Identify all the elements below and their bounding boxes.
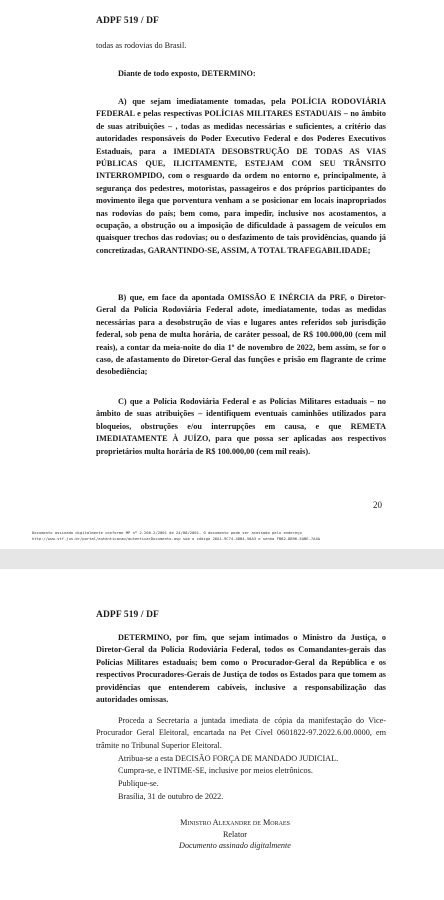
page-gap <box>0 549 444 569</box>
proceda-paragraph: Proceda a Secretaria a juntada imediata de cópia da manifestação do Vice-Procurador Geral Eleitoral, encartada na Pet Cível 0601822-97.2022.6.00.0000, em trâmite no Tribunal Superior Eleitoral. <box>96 716 386 750</box>
signature-note: Documento assinado digitalmente <box>179 841 291 850</box>
page-number: 20 <box>373 500 382 510</box>
signature-footer-line-1: Documento assinado digitalmente conforme MP nº 2.200-2/2001 de 24/08/2001. O documento pode ser acessado pelo endereço <box>32 530 302 535</box>
determino-paragraph: DETERMINO, por fim, que sejam intimados o Ministro da Justiça, o Diretor-Geral da Polícia Rodoviária Federal, todos os Comandantes-gerais das Polícias Militares estaduais; bem como o Procurador-Geral da República e os respectivos Procuradores-Gerais de Justiça de todos os Estados para que tomem as providências que entenderem cabíveis, inclusive a responsabilização das autoridades omissas. <box>96 633 386 705</box>
place-date-line: Brasília, 31 de outubro de 2022. <box>118 792 224 801</box>
publique-line: Publique-se. <box>118 779 159 788</box>
case-header: ADPF 519 / DF <box>96 16 159 26</box>
signature-name: Ministro Alexandre de Moraes <box>180 818 290 827</box>
item-c-paragraph: C) que a Polícia Rodoviária Federal e as Polícias Militares estaduais – no âmbito de suas atribuições – identifiquem eventuais caminhões utilizados para bloqueios, obstruções e/ou interrupções em causa, e que REMETA IMEDIATAMENTE À JUÍZO, para que possa ser aplicadas aos respectivos proprietários multa horária de R$ 100.000,00 (cem mil reais). <box>96 397 386 456</box>
intro-paragraph: Diante de todo exposto, DETERMINO: <box>118 69 256 78</box>
signature-role: Relator <box>222 829 248 839</box>
case-header: ADPF 519 / DF <box>96 610 159 620</box>
item-a-paragraph: A) que sejam imediatamente tomadas, pela POLÍCIA RODOVIÁRIA FEDERAL e pelas respectivas POLÍCIAS MILITARES ESTADUAIS – no âmbito de suas atribuições – , todas as medidas necessárias e suficientes, a critério das autoridades responsáveis do Poder Executivo Federal e dos Poderes Executivos Estaduais, para a IMEDIATA DESOBSTRUÇÃO DE TODAS AS VIAS PÚBLICAS QUE, ILICITAMENTE, ESTEJAM COM SEU TRÂNSITO INTERROMPIDO, com o resguardo da ordem no entorno e, principalmente, à segurança dos pedestres, motoristas, passageiros e dos próprios participantes do movimento ilega que porventura venham a se posicionar em locais inapropriados nas rodovias do país; bem como, para impedir, inclusive nos acostamentos, a ocupação, a obstrução ou a imposição de dificuldade à passagem de veículos em quaisquer trechos das rodovias; ou o desfazimento de tais providências, quando já concretizadas, GARANTINDO-SE, ASSIM, A TOTAL TRAFEGABILIDADE; <box>96 97 386 255</box>
lead-line: todas as rodovias do Brasil. <box>96 41 187 50</box>
cumpra-line: Cumpra-se, e INTIME-SE, inclusive por meios eletrônicos. <box>118 766 313 775</box>
item-b-paragraph: B) que, em face da apontada OMISSÃO E INÉRCIA da PRF, o Diretor-Geral da Polícia Rodoviária Federal adote, imediatamente, todas as medidas necessárias para a desobstrução de vias e lugares antes referidos sob jurisdição federal, sob pena de multa horária, de caráter pessoal, de R$ 100.000,00 (cem mil reais), a contar da meia-noite do dia 1º de novembro de 2022, bem assim, se for o caso, de afastamento do Diretor-Geral das funções e prisão em flagrante de crime desobediência; <box>96 293 386 377</box>
signature-block <box>150 817 320 852</box>
signature-footer-line-2: http://www.stf.jus.br/portal/autenticacao/autenticarDocumento.asp sob o código 26A1-9C74-4DB4-58A3 e senha FB82-DB96-EABE-7A4A <box>32 536 321 541</box>
atribua-line: Atribua-se a esta DECISÃO FORÇA DE MANDADO JUDICIAL. <box>118 754 339 763</box>
document-page-2 <box>0 569 444 900</box>
